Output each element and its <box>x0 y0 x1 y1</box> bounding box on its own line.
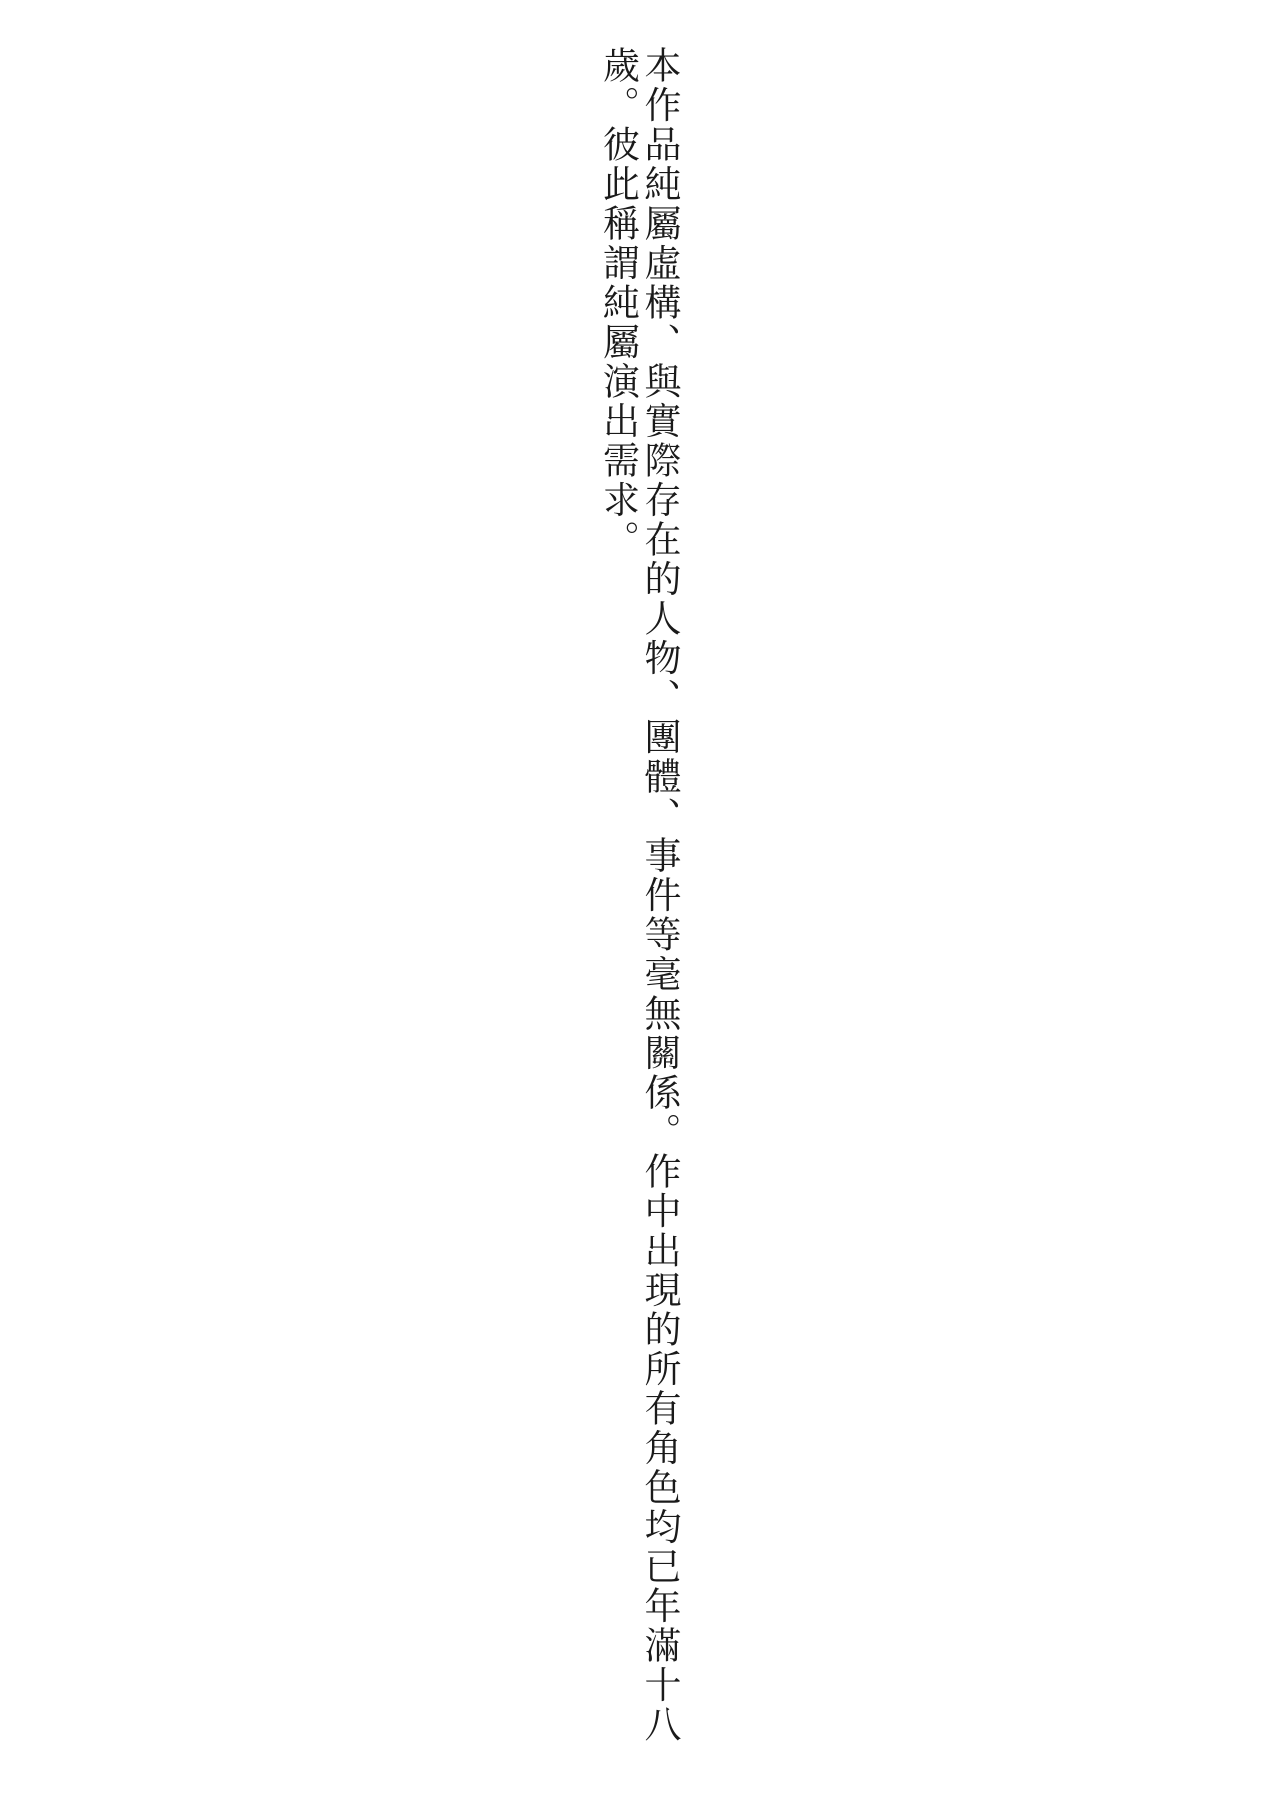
disclaimer-text: 本作品純屬虛構、與實際存在的人物、團體、事件等毫無關係。作中出現的所有角色均已年滿十八歲。彼此稱謂純屬演出需求。 <box>596 46 681 1745</box>
disclaimer-block <box>0 46 1269 1756</box>
